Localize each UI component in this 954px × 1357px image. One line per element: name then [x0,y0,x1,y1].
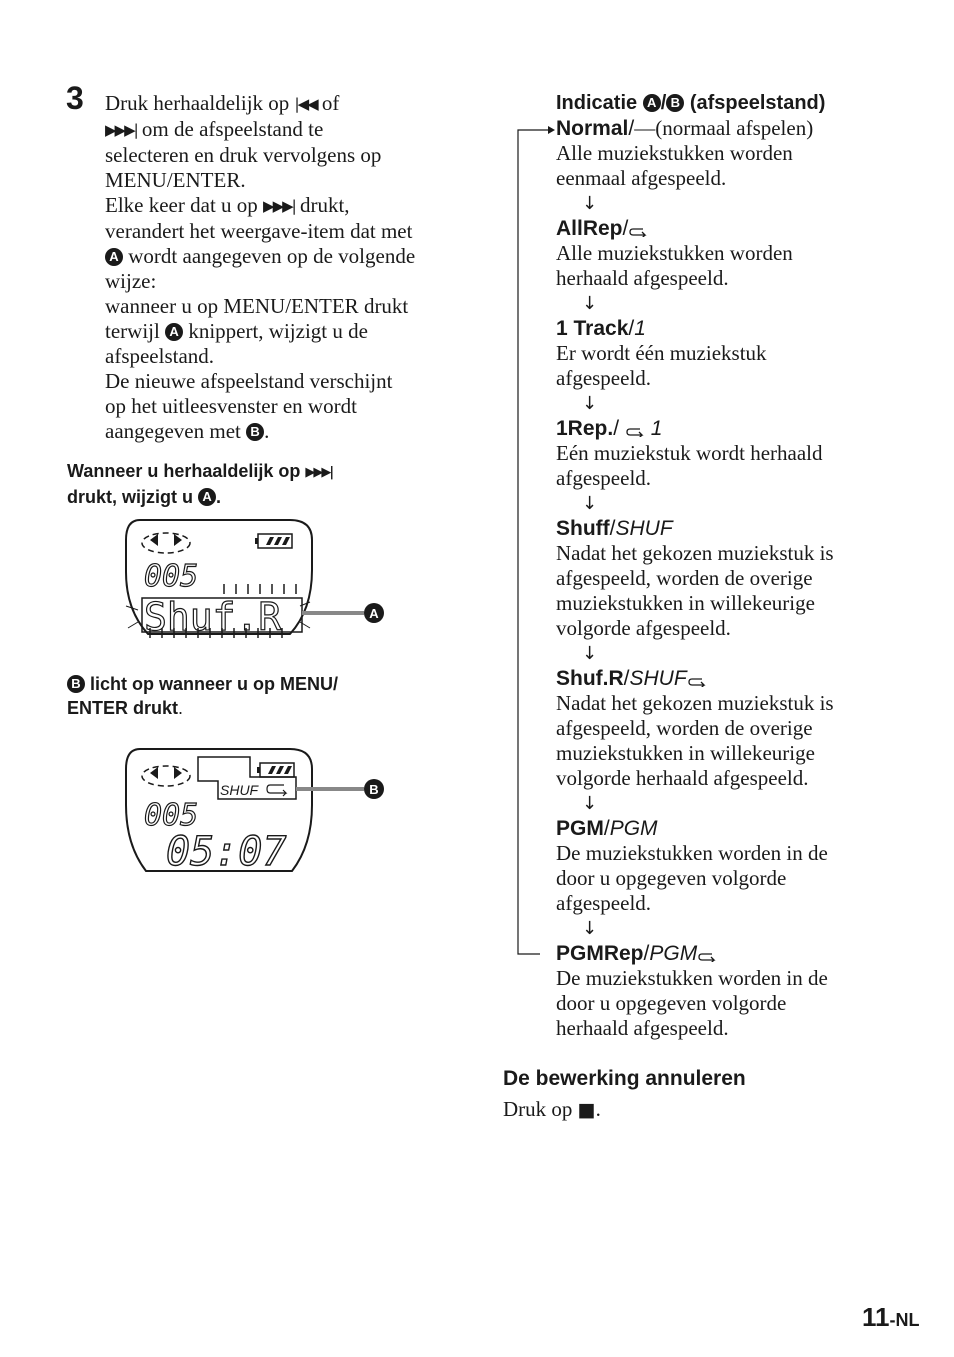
marker-b: B [246,423,264,441]
cancel-text-part: . [595,1097,601,1121]
mode-name: Shuff [556,517,610,540]
note-lights-up: B licht op wanneer u op MENU/ ENTER drukt. [67,674,339,718]
marker-a: A [165,323,183,341]
previous-track-icon: |◀◀ [294,95,317,113]
track-number: 005 [144,798,199,833]
mode-description: herhaald afgespeeld. [556,266,729,290]
marker-a-label: A [369,606,379,621]
heading-text: (afspeelstand) [689,92,826,114]
battery-icon [257,763,294,777]
down-arrow-icon: ↓ [582,793,598,814]
mode-description: volgorde afgespeeld. [556,616,731,640]
mode-extra: (normaal afspelen) [655,116,814,140]
cancel-heading: De bewerking annuleren [503,1067,746,1090]
next-track-icon: ▶▶▶| [105,121,137,139]
mode-normal: Normal/—(normaal afspelen) Alle muziekstukken worden eenmaal afgespeeld. [556,116,876,191]
down-arrow-icon: ↓ [582,293,598,314]
step-text-line: drukt, [299,193,350,217]
stop-icon: ■ [577,1099,596,1121]
mode-1rep: 1Rep./ 1 Eén muziekstuk wordt herhaald afgespeeld. [556,416,876,491]
mode-indicator: SHUF [615,517,673,540]
disc-direction-icon [142,766,190,786]
next-track-icon: ▶▶▶| [305,465,333,480]
step-number: 3 [66,80,84,116]
mode-indicator: PGM [609,817,658,840]
mode-indicator: SHUF [629,667,687,690]
marker-b-label: B [369,782,379,797]
down-arrow-icon: ↓ [582,493,598,514]
step-text-line: wordt aangegeven op de volgende [128,244,416,268]
mode-name: Shuf.R [556,667,624,690]
repeat-icon [628,227,648,237]
marker-b: B [666,94,684,112]
mode-description: muziekstukken in willekeurige [556,741,815,765]
down-arrow-icon: ↓ [582,393,598,414]
mode-description: muziekstukken in willekeurige [556,591,815,615]
battery-icon [255,534,292,548]
mode-description: Alle muziekstukken worden [556,241,793,265]
mode-description: Alle muziekstukken worden [556,141,793,165]
step-text-line: wanneer u op MENU/ENTER drukt [105,294,409,318]
mode-description: afgespeeld. [556,466,652,490]
mode-list [556,116,876,1041]
mode-allrep: AllRep/ Alle muziekstukken worden herhaald afgespeeld. [556,216,876,291]
mode-name: Normal [556,117,629,140]
step-text-line: afspeelstand. [105,344,215,368]
down-arrow-icon: ↓ [582,643,598,664]
mode-description: eenmaal afgespeeld. [556,166,727,190]
step-text-line: om de afspeelstand te [141,117,324,141]
page-number-suffix: -NL [889,1310,920,1330]
mode-indicator: 1 [650,417,663,440]
mode-shuff: Shuff/SHUF Nadat het gekozen muziekstuk is afgespeeld, worden de overige muziekstukken in willekeurige volgorde afgespeeld. [556,516,876,641]
mode-1track: 1 Track/1 Er wordt één muziekstuk afgespeeld. [556,316,876,391]
lcd-display-playing [120,745,400,880]
marker-a: A [105,248,123,266]
mode-description: Nadat het gekozen muziekstuk is [556,541,834,565]
cycle-loop-arrow [512,120,562,960]
step-text-line: MENU/ENTER. [105,168,246,192]
marker-b: B [67,675,85,693]
mode-name: 1 Track [556,317,629,340]
page-number [862,1301,920,1336]
mode-description: afgespeeld, worden de overige [556,716,813,740]
mode-description: door u opgegeven volgorde [556,991,787,1015]
note-line: ENTER drukt [67,698,179,718]
mode-name: PGMRep [556,942,644,965]
step-text-line: terwijl [105,319,160,343]
repeat-icon [267,785,286,796]
note-line: licht op wanneer u op MENU/ [90,674,339,694]
mode-description: afgespeeld. [556,891,652,915]
step-text-line: Druk herhaaldelijk op [105,91,290,115]
disc-direction-icon [142,533,190,553]
mode-indicator: — [634,116,656,140]
repeat-icon [625,427,645,437]
mode-readout: Shuf.R [144,595,282,639]
elapsed-time: 05:07 [166,829,287,875]
step-text-line: verandert het weergave-item dat met [105,219,413,243]
marker-a: A [643,94,661,112]
heading-text: Indicatie [556,92,638,114]
cancel-text [503,1097,601,1123]
down-arrow-icon: ↓ [582,918,598,939]
mode-name: AllRep [556,217,623,240]
step-text-line: wijze: [105,269,157,293]
step-text-line: De nieuwe afspeelstand verschijnt [105,369,393,393]
mode-name: PGM [556,817,604,840]
note-line: drukt, wijzigt u [67,487,193,507]
track-number: 005 [144,559,199,594]
mode-indicator: 1 [634,317,646,340]
mode-pgmrep: PGMRep/PGM De muziekstukken worden in de door u opgegeven volgorde herhaald afgespeeld. [556,941,876,1041]
mode-description: De muziekstukken worden in de [556,966,828,990]
mode-description: afgespeeld. [556,366,652,390]
note-line: Wanneer u herhaaldelijk op [67,461,301,481]
mode-description: Eén muziekstuk wordt herhaald [556,441,823,465]
step-text-line: Elke keer dat u op [105,193,258,217]
mode-description: afgespeeld, worden de overige [556,566,813,590]
down-arrow-icon: ↓ [582,193,598,214]
mode-pgm: PGM/PGM De muziekstukken worden in de door u opgegeven volgorde afgespeeld. [556,816,876,916]
cancel-text-part: Druk op [503,1097,573,1121]
step-text: Druk herhaaldelijk op |◀◀ of ▶▶▶| om de afspeelstand te selecteren en druk vervolgens op MENU/ENTER. Elke keer dat u op ▶▶▶| drukt, verandert het weergave-item dat met A wordt aangegeven op de volgende wijze: wanneer u op MENU/ENTER drukt terwijl A knippert, wijzigt u de afspeelstand. De nieuwe afspeelstand verschijnt op het uitleesvenster en wordt aangegeven met B . [105,91,450,444]
mode-description: herhaald afgespeeld. [556,1016,729,1040]
lcd-display-shuffle-repeat [120,510,400,650]
page-number-value: 11 [862,1302,890,1332]
mode-description: volgorde herhaald afgespeeld. [556,766,809,790]
step-text-line: selecteren en druk vervolgens op [105,143,382,167]
step-text-line: op het uitleesvenster en wordt [105,394,357,418]
mode-description: Nadat het gekozen muziekstuk is [556,691,834,715]
marker-a: A [198,488,216,506]
step-text-line: of [321,91,340,115]
indication-heading: Indicatie A / B (afspeelstand) [556,92,826,114]
mode-indicator: PGM [649,942,698,965]
mode-name: 1Rep. [556,417,614,440]
mode-description: De muziekstukken worden in de [556,841,828,865]
next-track-icon: ▶▶▶| [263,197,295,215]
step-text-line: aangegeven met [105,419,241,443]
shuffle-indicator: SHUF [220,782,259,798]
mode-description: door u opgegeven volgorde [556,866,787,890]
note-repeat-press: Wanneer u herhaaldelijk op ▶▶▶| drukt, wijzigt u A . [67,461,333,507]
repeat-icon [697,952,717,962]
step-text-line: knippert, wijzigt u de [188,319,368,343]
mode-shufr: Shuf.R/SHUF Nadat het gekozen muziekstuk is afgespeeld, worden de overige muziekstukken in willekeurige volgorde herhaald afgespeeld. [556,666,876,791]
repeat-icon [687,677,707,687]
mode-description: Er wordt één muziekstuk [556,341,767,365]
